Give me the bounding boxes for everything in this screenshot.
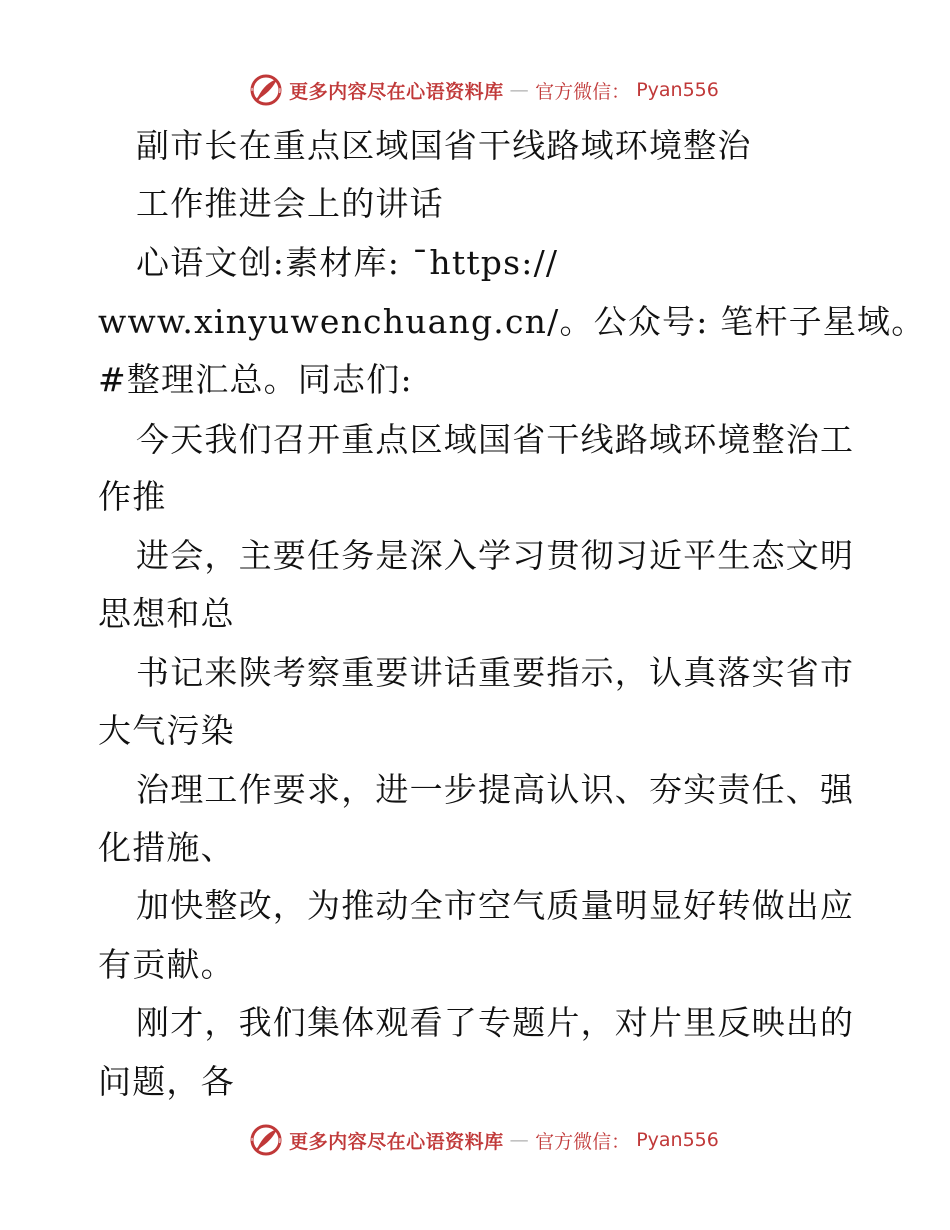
watermark-wechat-label: 官方微信： bbox=[535, 1130, 631, 1153]
watermark-group bbox=[249, 73, 719, 107]
doc-text-line: 进会，主要任务是深入学习贯彻习近平生态文明 bbox=[136, 536, 855, 575]
doc-text-line: www.xinyuwenchuang.cn/。公众号: 笔杆子星域。 bbox=[98, 302, 926, 341]
doc-text-line: 有贡献。 bbox=[98, 945, 235, 984]
doc-text-line: 化措施、 bbox=[98, 828, 235, 867]
doc-text-line: 大气污染 bbox=[98, 711, 235, 750]
doc-text-line: 思想和总 bbox=[98, 594, 235, 633]
doc-title-line-1: 副市长在重点区域国省干线路域环境整治 bbox=[136, 126, 752, 165]
doc-text-line: 问题，各 bbox=[98, 1062, 235, 1101]
doc-text-line: #整理汇总。同志们: bbox=[98, 360, 413, 399]
watermark-group bbox=[249, 1123, 719, 1157]
doc-text-line: 心语文创:素材库: ¯https:// bbox=[136, 243, 559, 282]
watermark-text: 更多内容尽在心语资料库 bbox=[289, 1130, 504, 1153]
doc-text-line: 治理工作要求，进一步提高认识、夯实责任、强 bbox=[136, 770, 855, 809]
watermark-banner-top bbox=[0, 70, 950, 110]
watermark-separator: — bbox=[509, 1129, 530, 1151]
doc-text-line: 作推 bbox=[98, 477, 167, 516]
doc-text-line: 书记来陕考察重要讲话重要指示，认真落实省市 bbox=[136, 653, 855, 692]
watermark-banner-bottom bbox=[0, 1120, 950, 1160]
watermark-wechat-id: Pyan556 bbox=[636, 79, 719, 101]
doc-text-line: 刚才，我们集体观看了专题片，对片里反映出的 bbox=[136, 1003, 855, 1042]
doc-text-line: 加快整改，为推动全市空气质量明显好转做出应 bbox=[136, 886, 855, 925]
quill-logo-icon bbox=[249, 73, 283, 107]
doc-text-line: 今天我们召开重点区域国省干线路域环境整治工 bbox=[136, 420, 855, 459]
doc-title-line-2: 工作推进会上的讲话 bbox=[136, 184, 444, 223]
watermark-text: 更多内容尽在心语资料库 bbox=[289, 80, 504, 103]
watermark-separator: — bbox=[509, 79, 530, 101]
quill-logo-icon bbox=[249, 1123, 283, 1157]
watermark-wechat-id: Pyan556 bbox=[636, 1129, 719, 1151]
watermark-wechat-label: 官方微信： bbox=[535, 80, 631, 103]
